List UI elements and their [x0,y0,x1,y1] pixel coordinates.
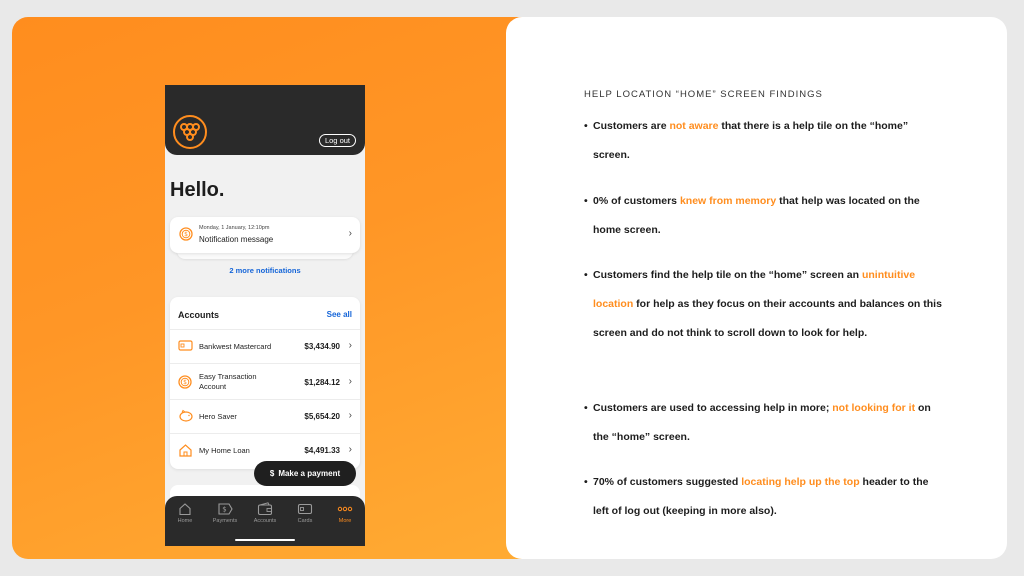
svg-text:$: $ [222,505,227,514]
more-notifications-link[interactable]: 2 more notifications [229,266,301,275]
finding-pre: Customers find the help tile on the “home” screen an [593,269,862,281]
account-name: Hero Saver [199,412,237,421]
bank-logo-icon [173,115,207,149]
bullet: • [584,269,588,281]
make-payment-label: Make a payment [278,469,341,478]
notification-card[interactable] [170,217,360,253]
finding-post: that help was located on the home screen. [593,195,920,236]
finding-pre: 70% of customers suggested [593,476,742,488]
account-name-line: Easy Transaction [199,372,257,381]
tab-label: Payments [212,518,238,524]
account-name: Bankwest Mastercard [199,342,272,351]
see-all-link[interactable]: See all [326,310,352,319]
finding-highlight: knew from memory [679,195,777,207]
accounts-title: Accounts [178,310,220,320]
card-icon [297,502,313,516]
card-icon [178,339,193,357]
account-balance: $1,284.12 [304,378,340,387]
app-header [165,85,365,155]
svg-text:$: $ [184,231,188,239]
dollar-icon: $ [269,469,275,478]
home-icon [178,502,192,516]
finding-post: header to the left of log out (keeping in more also). [593,476,929,517]
finding-highlight: unintuitive location [593,269,916,310]
bullet: • [584,195,588,207]
tab-payments[interactable] [205,502,245,524]
notification-date: Monday, 1 January, 12:10pm [199,225,270,231]
account-balance: $4,491.33 [304,446,340,455]
dollar-coin-icon [178,375,192,394]
finding-post: that there is a help tile on the “home” screen. [593,120,909,161]
tab-home[interactable] [165,502,205,524]
dollar-coin-icon [179,227,193,246]
chevron-right-icon: › [348,228,352,239]
piggy-bank-icon [178,409,194,428]
findings-title: HELP LOCATION “HOME” SCREEN FINDINGS [584,89,823,100]
more-dots-icon [337,502,353,516]
finding-post: on the “home” screen. [593,402,931,443]
chevron-right-icon: › [348,376,352,387]
tab-label: Accounts [253,518,277,524]
greeting-heading: Hello. [170,179,225,201]
svg-text:$: $ [183,379,187,387]
tab-more[interactable] [325,502,365,524]
accounts-card [170,297,360,469]
finding-pre: Customers are [593,120,670,132]
finding-text [593,468,943,526]
tab-label: More [338,518,352,524]
home-indicator-bar [235,539,295,541]
account-balance: $5,654.20 [304,412,340,421]
account-row[interactable] [170,363,360,399]
finding-pre: 0% of customers [593,195,680,207]
account-name [199,372,257,392]
account-balance: $3,434.90 [304,342,340,351]
tab-label: Cards [297,518,313,524]
finding-text [593,112,943,170]
finding-text [593,261,943,348]
bullet: • [584,476,588,488]
chevron-right-icon: › [348,444,352,455]
finding-highlight: not looking for it [832,402,916,414]
chevron-right-icon: › [348,340,352,351]
finding-post: for help as they focus on their accounts and balances on this screen and do not think to scroll down to look for help. [593,298,942,339]
notification-message: Notification message [199,235,274,244]
account-row[interactable] [170,329,360,363]
finding-pre: Customers are used to accessing help in more; [593,402,833,414]
tab-label: Home [177,518,193,524]
tab-accounts[interactable] [245,502,285,524]
finding-text [593,394,943,452]
finding-highlight: locating help up the top [741,476,860,488]
tab-cards[interactable] [285,502,325,524]
bullet: • [584,120,588,132]
finding-highlight: not aware [669,120,719,132]
phone-mockup [165,85,365,546]
finding-text [593,187,943,245]
account-name-line: Account [199,382,227,391]
payments-icon [217,502,233,516]
bullet: • [584,402,588,414]
house-icon [178,443,193,463]
account-name: My Home Loan [199,446,250,455]
account-row[interactable] [170,399,360,433]
wallet-icon [257,502,273,516]
make-payment-button[interactable] [254,461,356,486]
logout-button[interactable]: Log out [319,134,356,147]
chevron-right-icon: › [348,410,352,421]
